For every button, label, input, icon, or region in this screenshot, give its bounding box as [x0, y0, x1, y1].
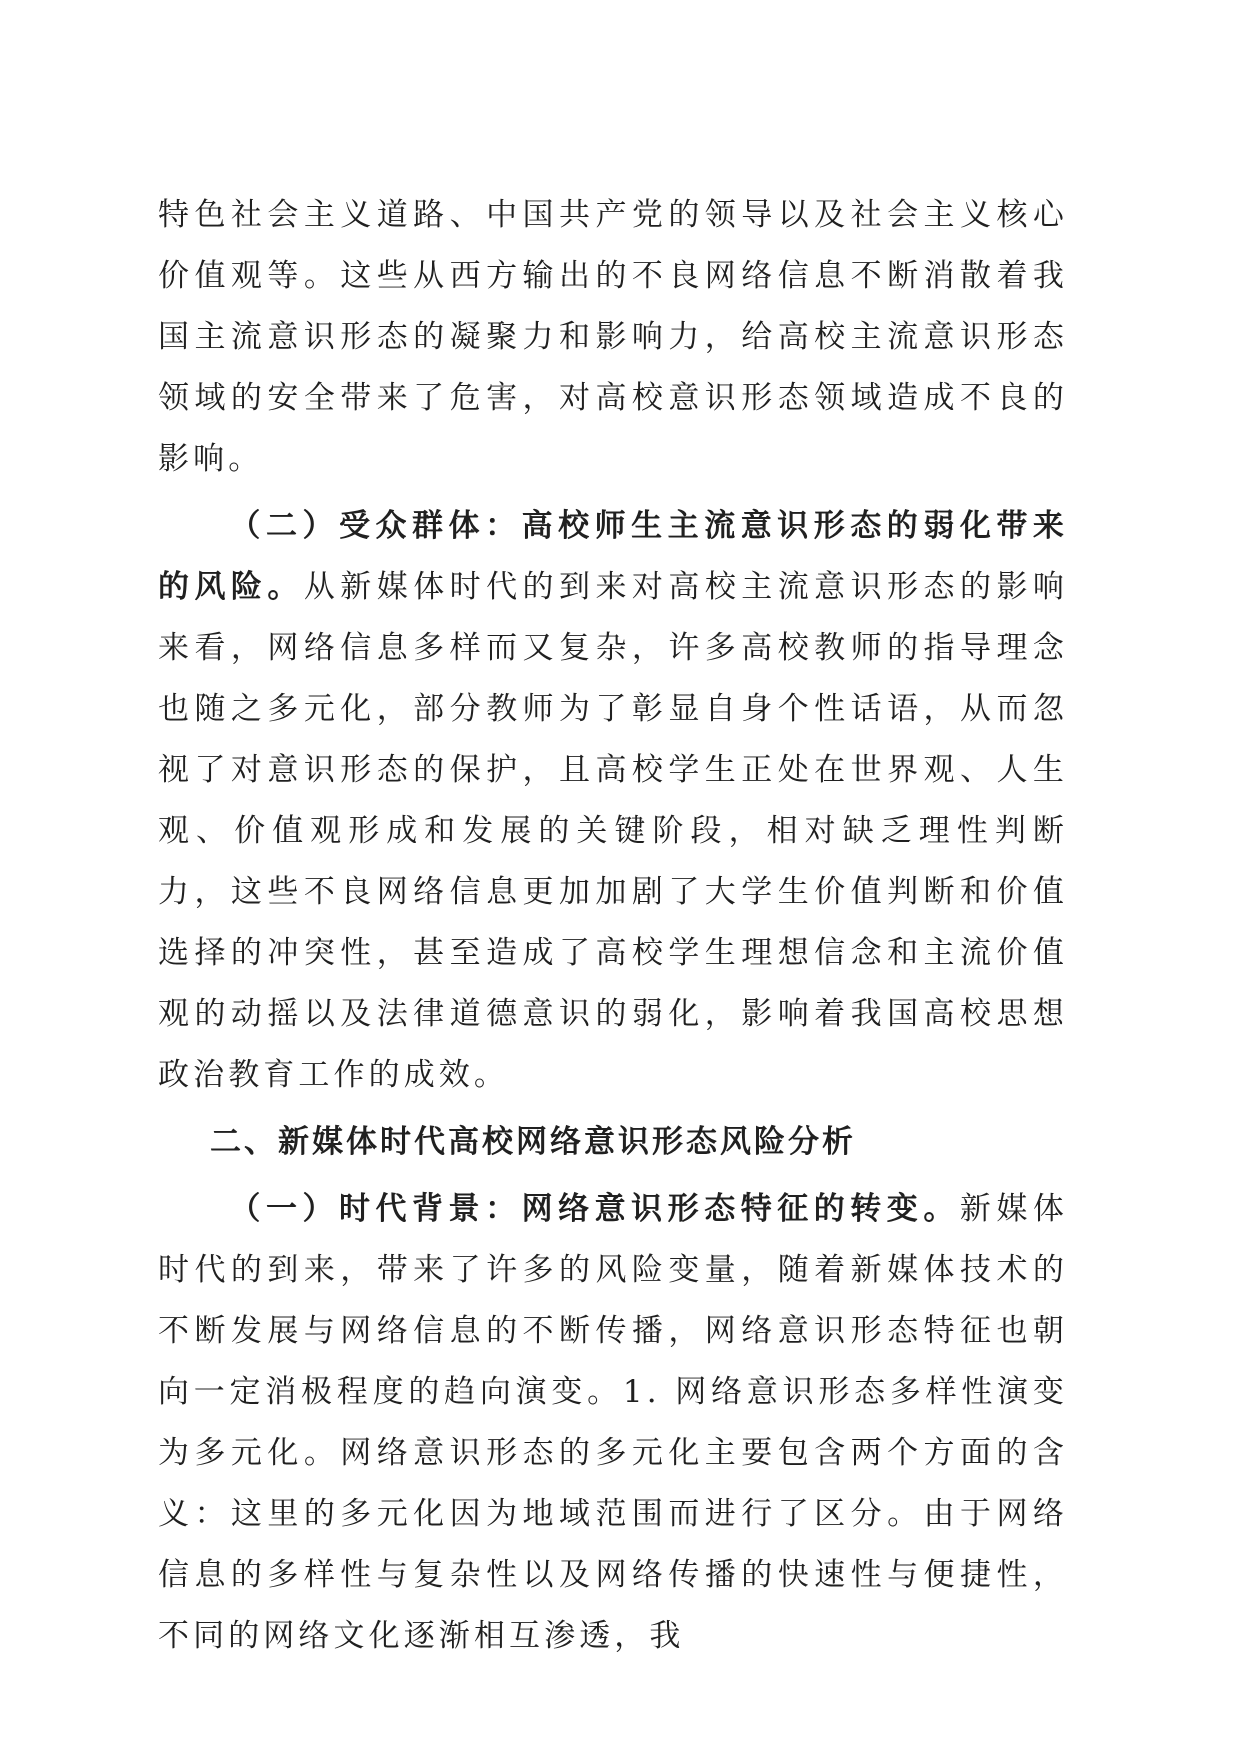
paragraph-text: 从新媒体时代的到来对高校主流意识形态的影响来看，网络信息多样而又复杂，许多高校教师的指导理念也随之多元化，部分教师为了彰显自身个性话语，从而忽视了对意识形态的保护，且高校学生正处在世界观、人生观、价值观形成和发展的关键阶段，相对缺乏理性判断力，这些不良网络信息更加加剧了大学生价值判断和价值选择的冲突性，甚至造成了高校学生理想信念和主流价值观的动摇以及法律道德意识的弱化，影响着我国高校思想政治教育工作的成效。	[158, 569, 1068, 1093]
paragraph-audience-risk	[158, 496, 1068, 1106]
section-heading	[158, 1112, 1068, 1173]
subheading-audience: （二）受众群体：高校师生主流意识形态的弱化带来的风险。	[158, 508, 1068, 605]
subheading-era: （一）时代背景：网络意识形态特征的转变。	[228, 1191, 960, 1227]
section-heading-text: 二、新媒体时代高校网络意识形态风险分析	[210, 1124, 856, 1160]
paragraph-continuation	[158, 185, 1068, 490]
paragraph-era-background	[158, 1179, 1068, 1667]
paragraph-text: 新媒体时代的到来，带来了许多的风险变量，随着新媒体技术的不断发展与网络信息的不断传播，网络意识形态特征也朝向一定消极程度的趋向演变。1. 网络意识形态多样性演变为多元化。网络意识形态的多元化主要包含两个方面的含义：这里的多元化因为地域范围而进行了区分。由于网络信息的多样性与复杂性以及网络传播的快速性与便捷性，不同的网络文化逐渐相互渗透，我	[158, 1191, 1068, 1654]
document-body	[158, 185, 1068, 1667]
paragraph-text: 特色社会主义道路、中国共产党的领导以及社会主义核心价值观等。这些从西方输出的不良网络信息不断消散着我国主流意识形态的凝聚力和影响力，给高校主流意识形态领域的安全带来了危害，对高校意识形态领域造成不良的影响。	[158, 197, 1068, 477]
